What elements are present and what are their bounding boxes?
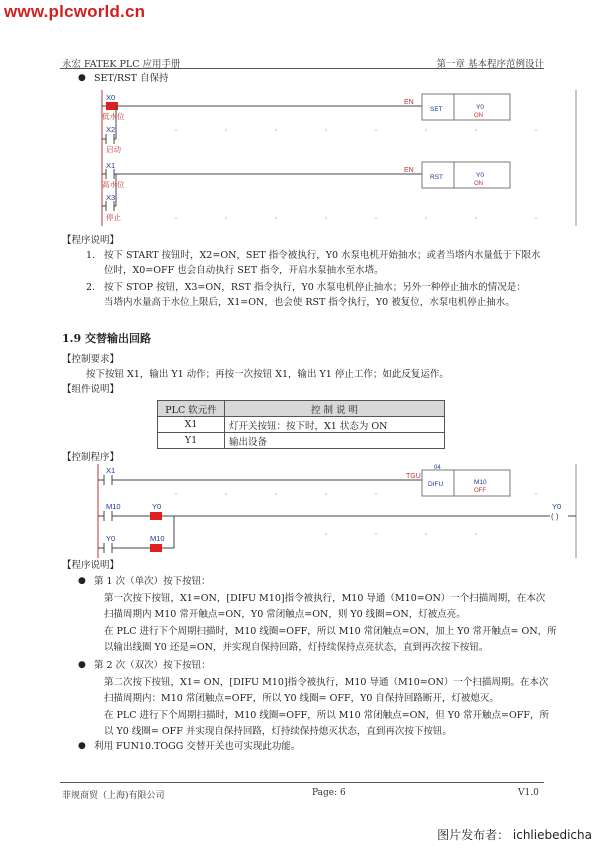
coil-symbol: ( )	[551, 512, 559, 521]
x0-label: X0	[106, 93, 116, 102]
bullet2-p1-line2: 扫描周期内：M10 常闭触点=OFF，所以 Y0 线圈= OFF，Y0 自保持回路断开，灯被熄灭。	[104, 693, 499, 704]
table-header: 控 制 说 明	[225, 401, 445, 417]
header-left: 永宏 FATEK PLC 应用手册	[62, 59, 181, 70]
x3-comment: 停止	[106, 213, 121, 222]
contact-m10	[150, 544, 162, 552]
y0-label-b: Y0	[106, 534, 116, 543]
ladder-diagram-set-rst	[96, 90, 582, 230]
desc-item-2-line1: 按下 STOP 按钮，X3=ON，RST 指令执行，Y0 水泵电机停止抽水；另外一种停止抽水的情况是：	[104, 282, 526, 293]
bullet1-title: 第 1 次（单次）按下按钮：	[94, 576, 211, 587]
footer-rule	[60, 782, 544, 783]
table-header: PLC 软元件	[158, 401, 225, 417]
table-row	[158, 417, 445, 433]
x1-comment: 高水位	[102, 180, 125, 189]
bullet1-p1-line2: 扫描周期内 M10 常开触点=ON，Y0 常闭触点=ON，则 Y0 线圈=ON，灯被点亮。	[104, 609, 466, 620]
bullet3-text: 利用 FUN10.TOGG 交替开关也可实现此功能。	[94, 741, 301, 752]
contact-y0	[150, 512, 162, 520]
x2-label: X2	[106, 125, 116, 134]
section-title: SET/RST 自保持	[94, 73, 169, 84]
footer-page: Page: 6	[312, 788, 346, 798]
table-cell: 灯开关按钮：按下时，X1 状态为 ON	[225, 417, 445, 433]
y0-label-a: Y0	[152, 502, 162, 511]
desc-item-1-line2: 位时，X0=OFF 也会自动执行 SET 指令，开启水泵抽水至水塔。	[104, 265, 384, 276]
section-heading: 1.9 交替输出回路	[62, 332, 151, 345]
bullet2-p1-line1: 第二次按下按钮，X1= ON，[DIFU M10]指令被执行，M10 导通（M10=ON）一个扫描周期。在本次	[104, 677, 549, 688]
control-req-text: 按下按钮 X1，输出 Y1 动作；再按一次按钮 X1，输出 Y1 停止工作；如此反复运作。	[86, 369, 449, 380]
set-label: SET	[430, 106, 443, 113]
bullet2-title: 第 2 次（双次）按下按钮：	[94, 660, 211, 671]
rst-y0: Y0	[476, 172, 484, 179]
control-req-title: 【控制要求】	[62, 354, 120, 365]
fun-number: 04	[434, 465, 441, 471]
program-desc-title: 【程序说明】	[62, 235, 120, 246]
bullet-icon: ●	[78, 576, 86, 586]
table-cell: 输出设备	[225, 433, 445, 449]
grid-dots	[175, 493, 537, 535]
bullet1-p1-line1: 第一次按下按钮，X1=ON，[DIFU M10]指令被执行，M10 导通（M10=ON）一个扫描周期，在本次	[104, 593, 546, 604]
set-y0: Y0	[476, 104, 484, 111]
difu-m10: M10	[474, 479, 487, 486]
bullet-icon: ●	[78, 741, 86, 751]
m10-label-b: M10	[150, 534, 165, 543]
header-right: 第一章 基本程序范例设计	[436, 59, 544, 70]
control-program-title: 【控制程序】	[62, 452, 120, 463]
m10-label-a: M10	[106, 502, 121, 511]
desc-item-2-line2: 当塔内水量高于水位上限后，X1=ON，也会使 RST 指令执行，Y0 被复位，水泵电机停止抽水。	[104, 297, 515, 308]
table-row	[158, 433, 445, 449]
rst-on: ON	[474, 181, 483, 187]
header-rule	[60, 68, 544, 69]
program-desc-title-2: 【程序说明】	[62, 560, 120, 571]
table-cell: Y1	[158, 433, 225, 449]
desc-item-2-num: 2.	[86, 282, 96, 293]
bullet1-p2-line2: 以输出线圈 Y0 还是=ON，并实现自保持回路，灯持续保持点亮状态，直到再次按下按钮。	[104, 642, 489, 653]
bullet-icon: ●	[78, 660, 86, 670]
bullet2-p2-line2: 以 Y0 线圈= OFF 并实现自保持回路，灯持续保持熄灭状态，直到再次按下按钮。	[104, 726, 452, 737]
tgu-label: TGU	[406, 473, 421, 480]
ladder-diagram-toggle	[96, 464, 582, 560]
x0-comment: 低水位	[102, 112, 125, 121]
component-title: 【组件说明】	[62, 384, 120, 395]
x3-label: X3	[106, 193, 116, 202]
coil-label: Y0	[552, 502, 562, 511]
table-cell: X1	[158, 417, 225, 433]
component-table	[157, 400, 445, 449]
set-on: ON	[474, 113, 483, 119]
rst-label: RST	[430, 174, 443, 181]
bullet2-p2-line1: 在 PLC 进行下个周期扫描时，M10 线圈=OFF，所以 M10 常闭触点=ON，但 Y0 常开触点=OFF，所	[104, 710, 549, 721]
x1-label: X1	[106, 466, 116, 475]
bullet-icon: ●	[78, 73, 86, 83]
footer-version: V1.0	[518, 788, 539, 798]
footer-company: 菲规商贸（上海)有限公司	[62, 791, 165, 801]
table-header-row	[158, 401, 445, 417]
desc-item-1-line1: 按下 START 按钮时，X2=ON，SET 指令被执行，Y0 水泵电机开始抽水；或者当塔内水量低于下限水	[104, 250, 541, 261]
desc-item-1-num: 1.	[86, 250, 96, 261]
difu-label: DIFU	[428, 481, 444, 488]
difu-off: OFF	[474, 488, 486, 494]
en-label-1: EN	[404, 99, 414, 106]
watermark: www.plcworld.cn	[4, 2, 146, 21]
x2-comment: 启动	[106, 145, 121, 154]
en-label-2: EN	[404, 167, 414, 174]
publisher-credit: 图片发布者： ichliebedicha	[437, 828, 592, 842]
x1-label: X1	[106, 161, 116, 170]
bullet1-p2-line1: 在 PLC 进行下个周期扫描时，M10 线圈=OFF，所以 M10 常闭触点=ON，加上 Y0 常开触点= ON，所	[104, 626, 557, 637]
